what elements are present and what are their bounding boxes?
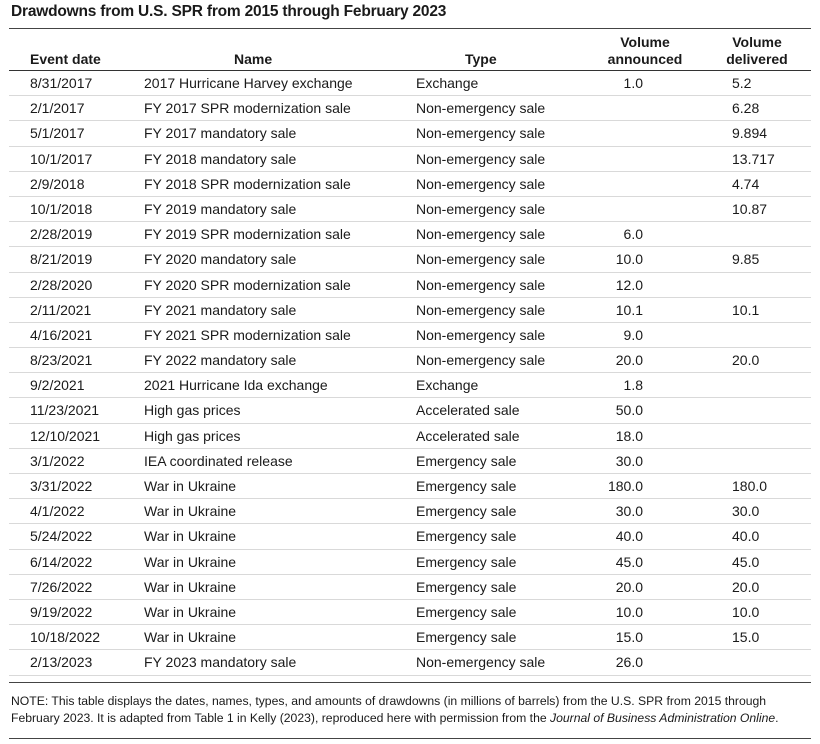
cell-name: FY 2020 SPR modernization sale — [144, 276, 351, 293]
table-row — [9, 600, 811, 625]
cell-volume-announced: 1.8 — [623, 377, 643, 394]
cell-volume-delivered: 5.2 — [732, 75, 752, 91]
cell-type: Emergency sale — [416, 578, 517, 595]
cell-type: Accelerated sale — [416, 427, 520, 444]
cell-type: Exchange — [416, 377, 479, 394]
cell-event-date: 2/28/2019 — [30, 226, 93, 243]
cell-event-date: 10/1/2018 — [30, 200, 93, 217]
cell-name: FY 2017 SPR modernization sale — [144, 100, 351, 117]
header-volume-delivered — [717, 34, 797, 68]
cell-name: War in Ukraine — [144, 603, 237, 620]
cell-name: High gas prices — [144, 427, 241, 444]
note-text: NOTE: This table displays the dates, names, types, and amounts of drawdowns (in millions of barrels) from the U.S. SPR from 2015 through February 2023. It is adapted from Table 1 in Kelly (2023), reproduced here with permission from the — [11, 694, 767, 725]
cell-volume-delivered: 20.0 — [732, 578, 760, 595]
cell-event-date: 4/1/2022 — [30, 503, 85, 520]
cell-type: Non-emergency sale — [416, 175, 546, 192]
table-row — [9, 650, 811, 675]
cell-volume-delivered: 45.0 — [732, 553, 760, 570]
table-row — [9, 273, 811, 298]
cell-volume-announced: 12.0 — [615, 276, 643, 293]
final-rule — [9, 738, 811, 739]
cell-event-date: 2/13/2023 — [30, 654, 93, 671]
cell-volume-announced: 9.0 — [623, 326, 643, 343]
table-row — [9, 575, 811, 600]
note-text-end: . — [775, 710, 779, 725]
cell-event-date: 2/1/2017 — [30, 100, 85, 117]
cell-event-date: 3/31/2022 — [30, 478, 93, 494]
cell-event-date: 5/24/2022 — [30, 528, 93, 545]
cell-name: FY 2017 mandatory sale — [144, 125, 297, 142]
cell-volume-announced: 30.0 — [615, 452, 643, 469]
cell-volume-announced: 1.0 — [623, 75, 643, 91]
cell-name: FY 2021 SPR modernization sale — [144, 326, 351, 343]
cell-event-date: 6/14/2022 — [30, 553, 93, 570]
cell-volume-announced: 180.0 — [607, 478, 643, 494]
cell-name: FY 2019 mandatory sale — [144, 200, 297, 217]
table-row — [9, 147, 811, 172]
cell-volume-delivered: 13.717 — [732, 150, 775, 167]
cell-type: Non-emergency sale — [416, 100, 546, 117]
cell-event-date: 10/18/2022 — [30, 629, 101, 646]
cell-name: 2017 Hurricane Harvey exchange — [144, 75, 353, 91]
cell-volume-delivered: 40.0 — [732, 528, 760, 545]
cell-volume-delivered: 30.0 — [732, 503, 760, 520]
note-journal: Journal of Business Administration Online — [550, 710, 776, 725]
header-type: Type — [465, 51, 497, 67]
table-row — [9, 550, 811, 575]
cell-name: FY 2022 mandatory sale — [144, 352, 297, 369]
table-row — [9, 474, 811, 499]
cell-type: Emergency sale — [416, 629, 517, 646]
cell-type: Non-emergency sale — [416, 276, 546, 293]
cell-volume-delivered: 9.894 — [732, 125, 768, 142]
cell-name: High gas prices — [144, 402, 241, 419]
cell-volume-delivered: 10.0 — [732, 603, 760, 620]
cell-type: Non-emergency sale — [416, 301, 546, 318]
cell-volume-announced: 20.0 — [615, 578, 643, 595]
table-row — [9, 348, 811, 373]
cell-type: Non-emergency sale — [416, 150, 546, 167]
cell-volume-announced: 20.0 — [615, 352, 643, 369]
table-row — [9, 524, 811, 549]
table-row — [9, 499, 811, 524]
cell-volume-announced: 10.0 — [615, 603, 643, 620]
cell-name: FY 2018 mandatory sale — [144, 150, 297, 167]
cell-volume-delivered: 20.0 — [732, 352, 760, 369]
cell-type: Non-emergency sale — [416, 352, 546, 369]
cell-name: War in Ukraine — [144, 478, 237, 494]
cell-event-date: 9/2/2021 — [30, 377, 85, 394]
cell-type: Non-emergency sale — [416, 326, 546, 343]
cell-type: Non-emergency sale — [416, 125, 546, 142]
header-event-date: Event date — [30, 51, 101, 67]
cell-volume-delivered: 9.85 — [732, 251, 760, 268]
cell-event-date: 4/16/2021 — [30, 326, 93, 343]
cell-event-date: 9/19/2022 — [30, 603, 93, 620]
table-row — [9, 71, 811, 96]
cell-type: Emergency sale — [416, 603, 517, 620]
cell-type: Emergency sale — [416, 503, 517, 520]
table-row — [9, 625, 811, 650]
cell-volume-announced: 30.0 — [615, 503, 643, 520]
cell-event-date: 10/1/2017 — [30, 150, 93, 167]
table-row — [9, 298, 811, 323]
cell-type: Non-emergency sale — [416, 654, 546, 671]
cell-volume-announced: 50.0 — [615, 402, 643, 419]
cell-name: War in Ukraine — [144, 528, 237, 545]
cell-event-date: 2/28/2020 — [30, 276, 93, 293]
cell-volume-announced: 6.0 — [623, 226, 643, 243]
cell-event-date: 5/1/2017 — [30, 125, 85, 142]
header-volume-announced-line2: announced — [607, 51, 683, 67]
cell-volume-announced: 40.0 — [615, 528, 643, 545]
cell-name: War in Ukraine — [144, 553, 237, 570]
cell-volume-delivered: 4.74 — [732, 175, 760, 192]
table-note — [11, 693, 811, 726]
cell-name: War in Ukraine — [144, 578, 237, 595]
table-row — [9, 222, 811, 247]
cell-volume-announced: 26.0 — [615, 654, 643, 671]
cell-event-date: 3/1/2022 — [30, 452, 85, 469]
cell-volume-delivered: 6.28 — [732, 100, 760, 117]
cell-volume-announced: 10.0 — [615, 251, 643, 268]
cell-volume-announced: 15.0 — [615, 629, 643, 646]
bottom-rule — [9, 682, 811, 683]
header-volume-delivered-line1: Volume — [732, 34, 782, 50]
cell-name: War in Ukraine — [144, 503, 237, 520]
cell-name: FY 2018 SPR modernization sale — [144, 175, 351, 192]
cell-type: Emergency sale — [416, 478, 517, 494]
cell-type: Exchange — [416, 75, 479, 91]
cell-name: 2021 Hurricane Ida exchange — [144, 377, 328, 394]
table-row — [9, 373, 811, 398]
cell-event-date: 7/26/2022 — [30, 578, 93, 595]
cell-volume-delivered: 180.0 — [732, 478, 768, 494]
cell-name: IEA coordinated release — [144, 452, 293, 469]
table-row — [9, 398, 811, 423]
header-volume-announced-line1: Volume — [620, 34, 670, 50]
cell-event-date: 11/23/2021 — [30, 402, 100, 419]
header-volume-announced — [605, 34, 685, 68]
cell-volume-delivered: 10.1 — [732, 301, 760, 318]
cell-event-date: 8/31/2017 — [30, 75, 93, 91]
cell-event-date: 12/10/2021 — [30, 427, 101, 444]
cell-volume-announced: 18.0 — [615, 427, 643, 444]
cell-volume-announced: 10.1 — [615, 301, 643, 318]
cell-type: Accelerated sale — [416, 402, 520, 419]
cell-name: FY 2023 mandatory sale — [144, 654, 297, 671]
table-header — [9, 32, 811, 70]
table-row — [9, 424, 811, 449]
cell-volume-announced: 45.0 — [615, 553, 643, 570]
cell-name: FY 2019 SPR modernization sale — [144, 226, 351, 243]
cell-name: FY 2021 mandatory sale — [144, 301, 297, 318]
cell-type: Non-emergency sale — [416, 200, 546, 217]
cell-type: Non-emergency sale — [416, 226, 546, 243]
cell-event-date: 2/11/2021 — [30, 301, 92, 318]
cell-volume-delivered: 10.87 — [732, 200, 768, 217]
header-name: Name — [234, 51, 273, 67]
header-volume-delivered-line2: delivered — [726, 51, 788, 67]
table-row — [9, 323, 811, 348]
top-rule — [9, 28, 811, 29]
cell-type: Non-emergency sale — [416, 251, 546, 268]
cell-name: FY 2020 mandatory sale — [144, 251, 297, 268]
cell-volume-delivered: 15.0 — [732, 629, 760, 646]
table-row — [9, 172, 811, 197]
table-row — [9, 449, 811, 474]
table-title: Drawdowns from U.S. SPR from 2015 through February 2023 — [11, 3, 447, 20]
table-row — [9, 121, 811, 146]
cell-event-date: 8/23/2021 — [30, 352, 93, 369]
cell-type: Emergency sale — [416, 553, 517, 570]
cell-type: Emergency sale — [416, 452, 517, 469]
cell-event-date: 2/9/2018 — [30, 175, 85, 192]
table-row — [9, 96, 811, 121]
cell-event-date: 8/21/2019 — [30, 251, 93, 268]
table-row — [9, 197, 811, 222]
table-row — [9, 247, 811, 272]
table-body — [9, 71, 811, 676]
cell-name: War in Ukraine — [144, 629, 237, 646]
cell-type: Emergency sale — [416, 528, 517, 545]
